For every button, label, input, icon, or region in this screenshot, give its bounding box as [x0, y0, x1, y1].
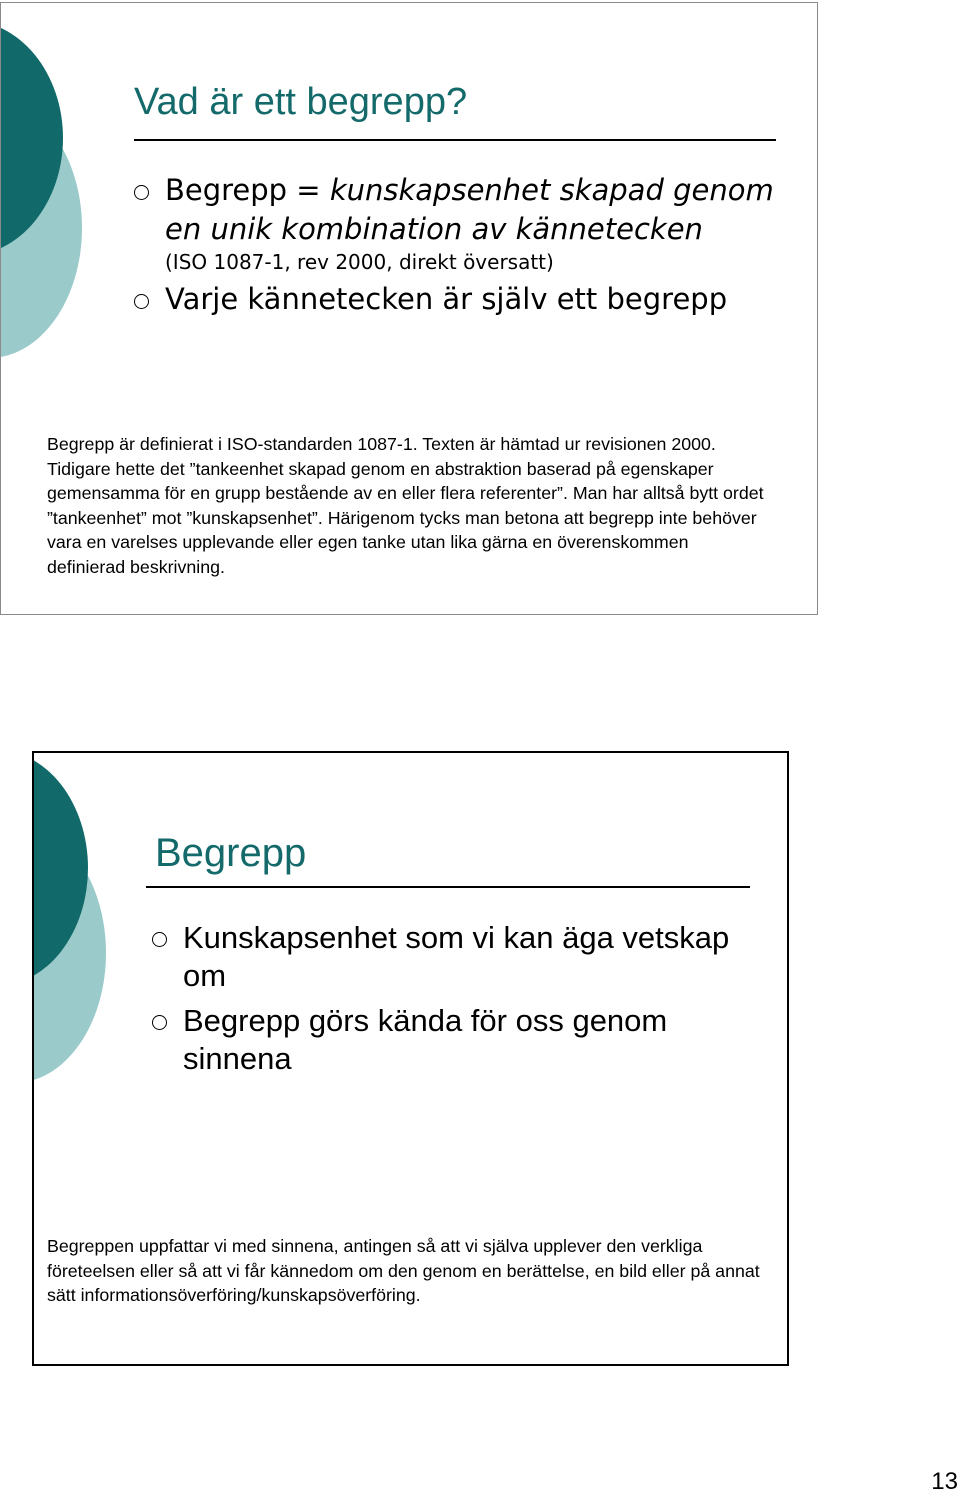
bullet-circle-icon	[152, 1015, 167, 1030]
bullet-senses	[152, 1002, 752, 1077]
slide-1-bullets	[134, 171, 794, 323]
senses-text: Begrepp görs kända för oss genom sinnena	[183, 1003, 668, 1076]
slide-2-bullets	[152, 919, 752, 1085]
slide-2-title: Begrepp	[155, 831, 307, 875]
bullet-knowledge-unit	[152, 919, 752, 994]
bullet-circle-icon	[134, 294, 149, 309]
definition-prefix: Begrepp =	[165, 173, 330, 207]
definition-text: kunskapsenhet skapad genom en unik kombination av kännetecken	[165, 173, 774, 246]
title-rule	[134, 139, 776, 141]
slide-1-notes: Begrepp är definierat i ISO-standarden 1087-1. Texten är hämtad ur revisionen 2000. Tidigare hette det ”tankeenhet skapad genom en abstraktion baserad på egenskaper gemensamma för en grupp bestående av en eller flera referenter”. Man har alltså bytt ordet ”tankeenhet” mot ”kunskapsenhet”. Härigenom tycks man betona att begrepp inte behöver vara en varelses upplevande eller egen tanke utan lika gärna en överenskommen definierad beskrivning.	[47, 434, 764, 577]
title-rule	[146, 886, 750, 888]
characteristic-text: Varje kännetecken är själv ett begrepp	[165, 282, 728, 316]
knowledge-unit-text: Kunskapsenhet som vi kan äga vetskap om	[183, 920, 730, 993]
slide-1-title: Vad är ett begrepp?	[134, 81, 468, 123]
bullet-circle-icon	[152, 932, 167, 947]
page-number: 13	[931, 1468, 958, 1495]
definition-source: (ISO 1087-1, rev 2000, direkt översatt)	[165, 250, 554, 274]
bullet-characteristic	[134, 280, 794, 319]
bullet-circle-icon	[134, 185, 149, 200]
bullet-definition	[134, 171, 794, 276]
slide-2-notes: Begreppen uppfattar vi med sinnena, antingen så att vi själva upplever den verkliga företeelsen eller så att vi får kännedom om den genom en berättelse, en bild eller på annat sätt informationsöverföring/kunskapsöverföring.	[47, 1236, 760, 1305]
